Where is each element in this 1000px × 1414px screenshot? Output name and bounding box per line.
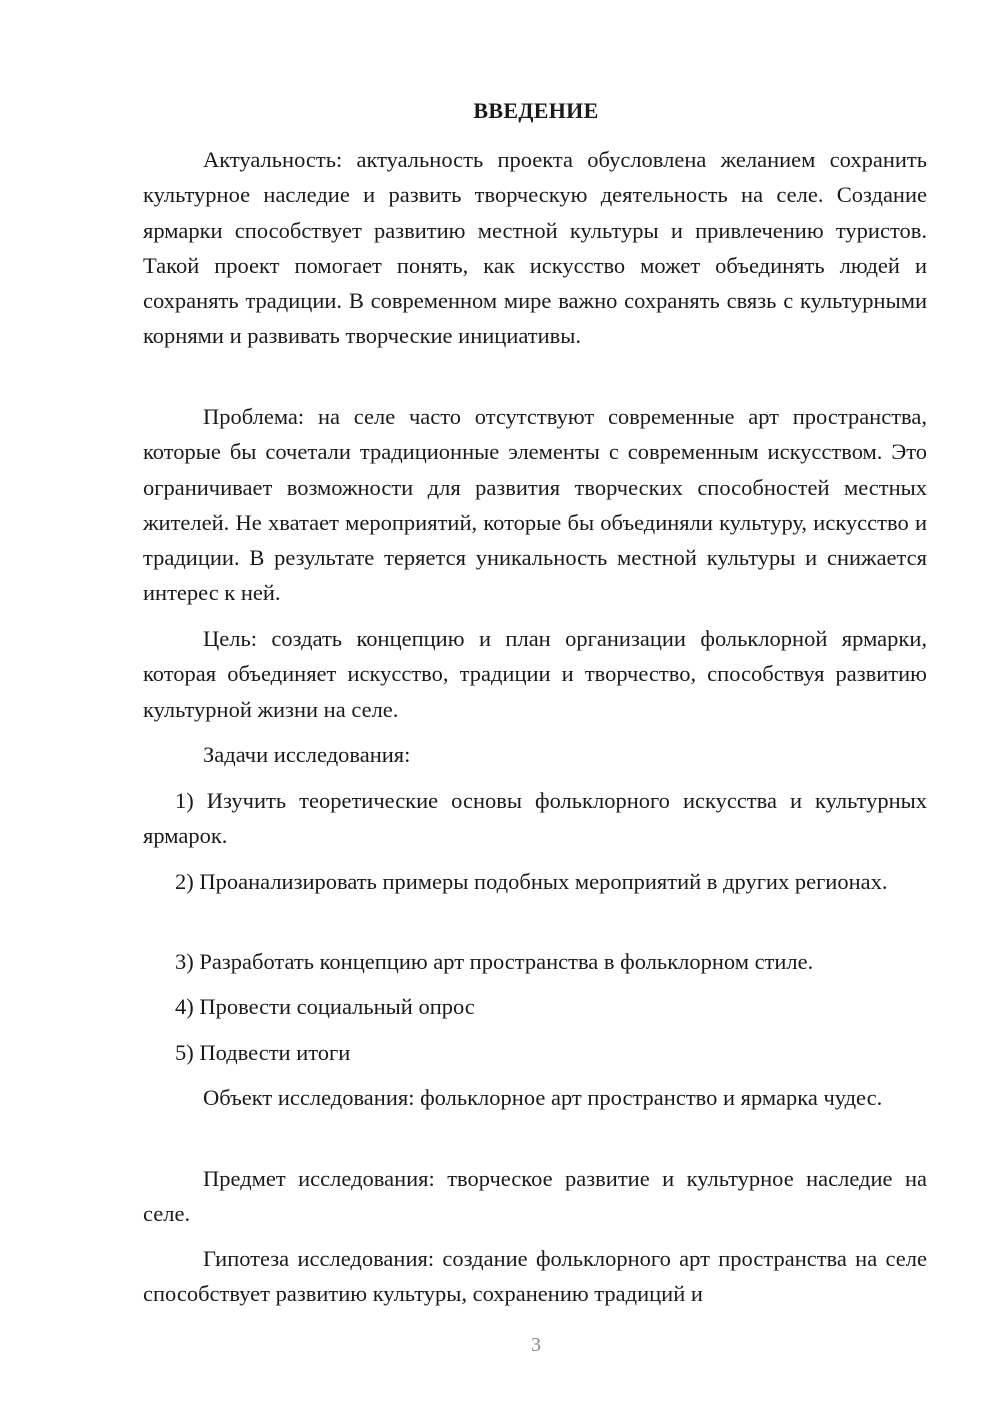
tasks-title: Задачи исследования: [203, 742, 411, 767]
task-item-1: 1) Изучить теоретические основы фольклорного искусства и культурных ярмарок. [143, 788, 927, 849]
subject-paragraph: Предмет исследования: творческое развитие и культурное наследие на селе. [143, 1166, 927, 1227]
task-item-2: 2) Проанализировать примеры подобных мероприятий в других регионах. [175, 869, 888, 894]
section-heading: ВВЕДЕНИЕ [473, 98, 599, 123]
page-number: 3 [531, 1334, 541, 1356]
task-item-4: 4) Провести социальный опрос [175, 994, 475, 1019]
task-item-3: 3) Разработать концепцию арт пространства в фольклорном стиле. [175, 949, 814, 974]
goal-paragraph: Цель: создать концепцию и план организации фольклорной ярмарки, которая объединяет искусство, традиции и творчество, способствуя развитию культурной жизни на селе. [143, 626, 927, 722]
relevance-paragraph: Актуальность: актуальность проекта обусловлена желанием сохранить культурное наследие и развить творческую деятельность на селе. Создание ярмарки способствует развитию местной культуры и привлечению туристов. Такой проект помогает понять, как искусство может объединять людей и сохранять традиции. В современном мире важно сохранять связь с культурными корнями и развивать творческие инициативы. [143, 147, 927, 349]
problem-paragraph: Проблема: на селе часто отсутствуют современные арт пространства, которые бы сочетали традиционные элементы с современным искусством. Это ограничивает возможности для развития творческих способностей местных жителей. Не хватает мероприятий, которые бы объединяли культуру, искусство и традиции. В результате теряется уникальность местной культуры и снижается интерес к ней. [143, 404, 927, 606]
object-paragraph: Объект исследования: фольклорное арт пространство и ярмарка чудес. [203, 1085, 883, 1110]
hypothesis-paragraph: Гипотеза исследования: создание фольклорного арт пространства на селе способствует развитию культуры, сохранению традиций и [143, 1246, 927, 1307]
task-item-5: 5) Подвести итоги [175, 1040, 351, 1065]
